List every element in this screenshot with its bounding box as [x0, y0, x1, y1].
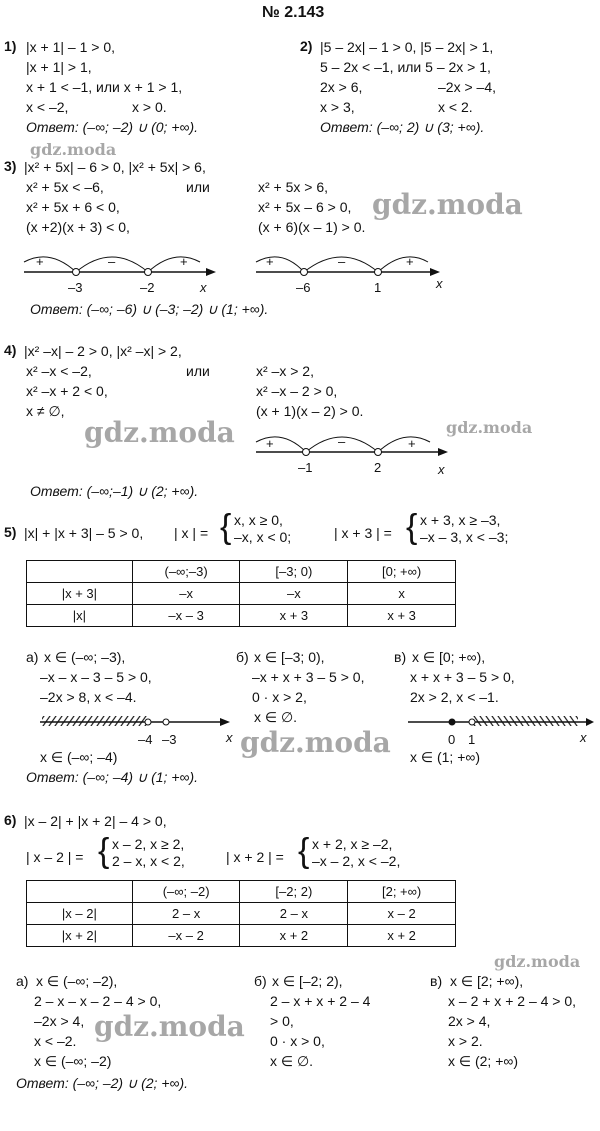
equation-line: |x + 1| > 1, — [26, 59, 92, 75]
equation-line: x ∈ [0; +∞), — [412, 649, 486, 665]
sign-label: – — [338, 434, 346, 449]
answer: Ответ: (–∞; –2) ∪ (2; +∞). — [16, 1075, 189, 1091]
watermark: gdz.moda — [240, 726, 391, 759]
answer: Ответ: (–∞; 2) ∪ (3; +∞). — [320, 119, 485, 135]
equation-line: |x| + |x + 3| – 5 > 0, — [24, 525, 144, 541]
equation-line: x² –x – 2 > 0, — [256, 383, 338, 399]
axis-var: x — [226, 730, 233, 745]
abs-definition: | x – 2 | = — [26, 849, 84, 865]
point-label: –2 — [140, 280, 155, 295]
equation-line: 2 – x + x + 2 – 4 — [270, 993, 371, 1009]
equation-line: 5 – 2x < –1, или 5 – 2x > 1, — [320, 59, 491, 75]
point-label: –4 — [138, 732, 153, 747]
brace: { — [98, 832, 110, 870]
equation-line: |x² –x| – 2 > 0, |x² –x| > 2, — [24, 343, 182, 359]
equation-line: |x – 2| + |x + 2| – 4 > 0, — [24, 813, 167, 829]
open-point — [163, 719, 169, 725]
equation-line: x ∈ [–2; 2), — [272, 973, 343, 989]
watermark: gdz.moda — [84, 416, 235, 449]
equation-line: (x +2)(x + 3) < 0, — [26, 219, 130, 235]
equation-line: 2x > 2, x < –1. — [410, 689, 499, 705]
watermark: gdz.moda — [372, 188, 523, 221]
equation-line: x < 2. — [438, 99, 473, 115]
equation-line: x < –2, — [26, 99, 69, 115]
case-result: x ∈ (–∞; –4) — [40, 749, 118, 765]
equation-line: |x + 1| – 1 > 0, — [26, 39, 115, 55]
point-label: –6 — [296, 280, 311, 295]
point-label: –3 — [162, 732, 177, 747]
axis-var: x — [580, 730, 587, 745]
equation-line: 2 – x – x – 2 – 4 > 0, — [34, 993, 162, 1009]
abs-cases: x, x ≥ 0, –x, x < 0; — [234, 512, 292, 545]
watermark: gdz.moda — [30, 140, 117, 159]
open-point — [469, 719, 475, 725]
case-result: x ∈ ∅. — [270, 1053, 314, 1069]
equation-line: x ∈ (–∞; –2), — [36, 973, 118, 989]
equation-line: –2x > –4, — [438, 79, 496, 95]
number-line — [252, 240, 452, 296]
sign-label: – — [108, 254, 116, 269]
equation-line: x ∈ (–∞; –3), — [44, 649, 126, 665]
number-line — [20, 240, 220, 296]
equation-line: x ∈ ∅. — [254, 709, 298, 725]
point-label: 0 — [448, 732, 456, 747]
sign-label: + — [266, 436, 274, 451]
equation-line: x² –x + 2 < 0, — [26, 383, 108, 399]
table-header: (–∞;–3) [–3; 0) [0; +∞) — [27, 561, 456, 583]
point-label: –1 — [298, 460, 313, 475]
sign-label: + — [406, 254, 414, 269]
answer: Ответ: (–∞; –2) ∪ (0; +∞). — [26, 119, 199, 135]
axis-var: x — [200, 280, 207, 295]
watermark: gdz.moda — [94, 1010, 245, 1043]
equation-line: 2x > 4, — [448, 1013, 491, 1029]
problem-number: 4) — [4, 342, 17, 358]
equation-line: x² + 5x > 6, — [258, 179, 329, 195]
sign-table — [26, 880, 456, 947]
equation-line: x + 1 < –1, или x + 1 > 1, — [26, 79, 183, 95]
open-point — [375, 449, 382, 456]
case-label: в) — [430, 973, 443, 989]
number-line — [36, 706, 246, 750]
brace: { — [220, 508, 232, 546]
case-label: в) — [394, 649, 407, 665]
sign-label: + — [36, 254, 44, 269]
open-point — [303, 449, 310, 456]
or-word: или — [186, 179, 210, 195]
table-row: |x + 2| –x – 2 x + 2 x + 2 — [27, 925, 456, 947]
hatched-interval — [42, 716, 148, 726]
axis-var: x — [436, 276, 443, 291]
problem-number: 5) — [4, 524, 17, 540]
equation-line: x > 0. — [132, 99, 167, 115]
abs-definition: | x + 3 | = — [334, 525, 392, 541]
equation-line: x – 2 + x + 2 – 4 > 0, — [448, 993, 577, 1009]
equation-line: x > 3, — [320, 99, 355, 115]
equation-line: x² –x > 2, — [256, 363, 314, 379]
equation-line: x² + 5x < –6, — [26, 179, 104, 195]
table-row: |x + 3| –x –x x — [27, 583, 456, 605]
equation-line: x < –2. — [34, 1033, 77, 1049]
equation-line: |5 – 2x| – 1 > 0, |5 – 2x| > 1, — [320, 39, 494, 55]
equation-line: –2x > 4, — [34, 1013, 85, 1029]
equation-line: –x + x + 3 – 5 > 0, — [252, 669, 365, 685]
number-line — [404, 706, 598, 750]
case-label: а) — [16, 973, 29, 989]
open-point — [145, 719, 151, 725]
point-label: –3 — [68, 280, 83, 295]
abs-cases: x + 3, x ≥ –3, –x – 3, x < –3; — [420, 512, 509, 545]
equation-line: x² + 5x + 6 < 0, — [26, 199, 120, 215]
open-point — [375, 269, 382, 276]
point-label: 2 — [374, 460, 382, 475]
equation-line: 0 · x > 2, — [252, 689, 307, 705]
point-label: 1 — [468, 732, 476, 747]
or-word: или — [186, 363, 210, 379]
sign-label: + — [180, 254, 188, 269]
axis-var: x — [438, 462, 445, 477]
brace: { — [406, 508, 418, 546]
case-label: б) — [236, 649, 249, 665]
abs-definition: | x + 2 | = — [226, 849, 284, 865]
sign-label: – — [338, 254, 346, 269]
sign-table — [26, 560, 456, 627]
equation-line: –2x > 8, x < –4. — [40, 689, 137, 705]
equation-line: x + x + 3 – 5 > 0, — [410, 669, 515, 685]
equation-line: x ∈ [2; +∞), — [450, 973, 524, 989]
watermark: gdz.moda — [494, 952, 581, 971]
answer: Ответ: (–∞;–1) ∪ (2; +∞). — [30, 483, 199, 499]
equation-line: (x + 1)(x – 2) > 0. — [256, 403, 364, 419]
equation-line: |x² + 5x| – 6 > 0, |x² + 5x| > 6, — [24, 159, 206, 175]
abs-cases: x – 2, x ≥ 2, 2 – x, x < 2, — [112, 836, 185, 869]
open-point — [73, 269, 80, 276]
problem-number: 2) — [300, 38, 313, 54]
equation-line: > 0, — [270, 1013, 294, 1029]
brace: { — [298, 832, 310, 870]
page-title: № 2.143 — [262, 4, 325, 21]
equation-line: x² –x < –2, — [26, 363, 92, 379]
equation-line: 2x > 6, — [320, 79, 363, 95]
equation-line: x > 2. — [448, 1033, 483, 1049]
answer: Ответ: (–∞; –4) ∪ (1; +∞). — [26, 769, 199, 785]
problem-number: 3) — [4, 158, 17, 174]
equation-line: (x + 6)(x – 1) > 0. — [258, 219, 366, 235]
equation-line: x ≠ ∅, — [26, 403, 65, 419]
case-result: x ∈ (1; +∞) — [410, 749, 481, 765]
point-label: 1 — [374, 280, 382, 295]
problem-number: 6) — [4, 812, 17, 828]
abs-definition: | x | = — [174, 525, 209, 541]
table-row: |x – 2| 2 – x 2 – x x – 2 — [27, 903, 456, 925]
equation-line: 0 · x > 0, — [270, 1033, 325, 1049]
answer: Ответ: (–∞; –6) ∪ (–3; –2) ∪ (1; +∞). — [30, 301, 269, 317]
hatched-interval — [472, 716, 578, 726]
open-point — [145, 269, 152, 276]
table-header: (–∞; –2) [–2; 2) [2; +∞) — [27, 881, 456, 903]
abs-cases: x + 2, x ≥ –2, –x – 2, x < –2, — [312, 836, 401, 869]
case-result: x ∈ (–∞; –2) — [34, 1053, 112, 1069]
table-row: |x| –x – 3 x + 3 x + 3 — [27, 605, 456, 627]
number-line — [252, 418, 462, 478]
case-result: x ∈ (2; +∞) — [448, 1053, 519, 1069]
sign-label: + — [266, 254, 274, 269]
equation-line: x² + 5x – 6 > 0, — [258, 199, 352, 215]
equation-line: –x – x – 3 – 5 > 0, — [40, 669, 152, 685]
equation-line: x ∈ [–3; 0), — [254, 649, 325, 665]
problem-number: 1) — [4, 38, 17, 54]
watermark: gdz.moda — [446, 418, 533, 437]
open-point — [301, 269, 308, 276]
case-label: б) — [254, 973, 267, 989]
filled-point — [449, 719, 456, 726]
sign-label: + — [408, 436, 416, 451]
case-label: а) — [26, 649, 39, 665]
